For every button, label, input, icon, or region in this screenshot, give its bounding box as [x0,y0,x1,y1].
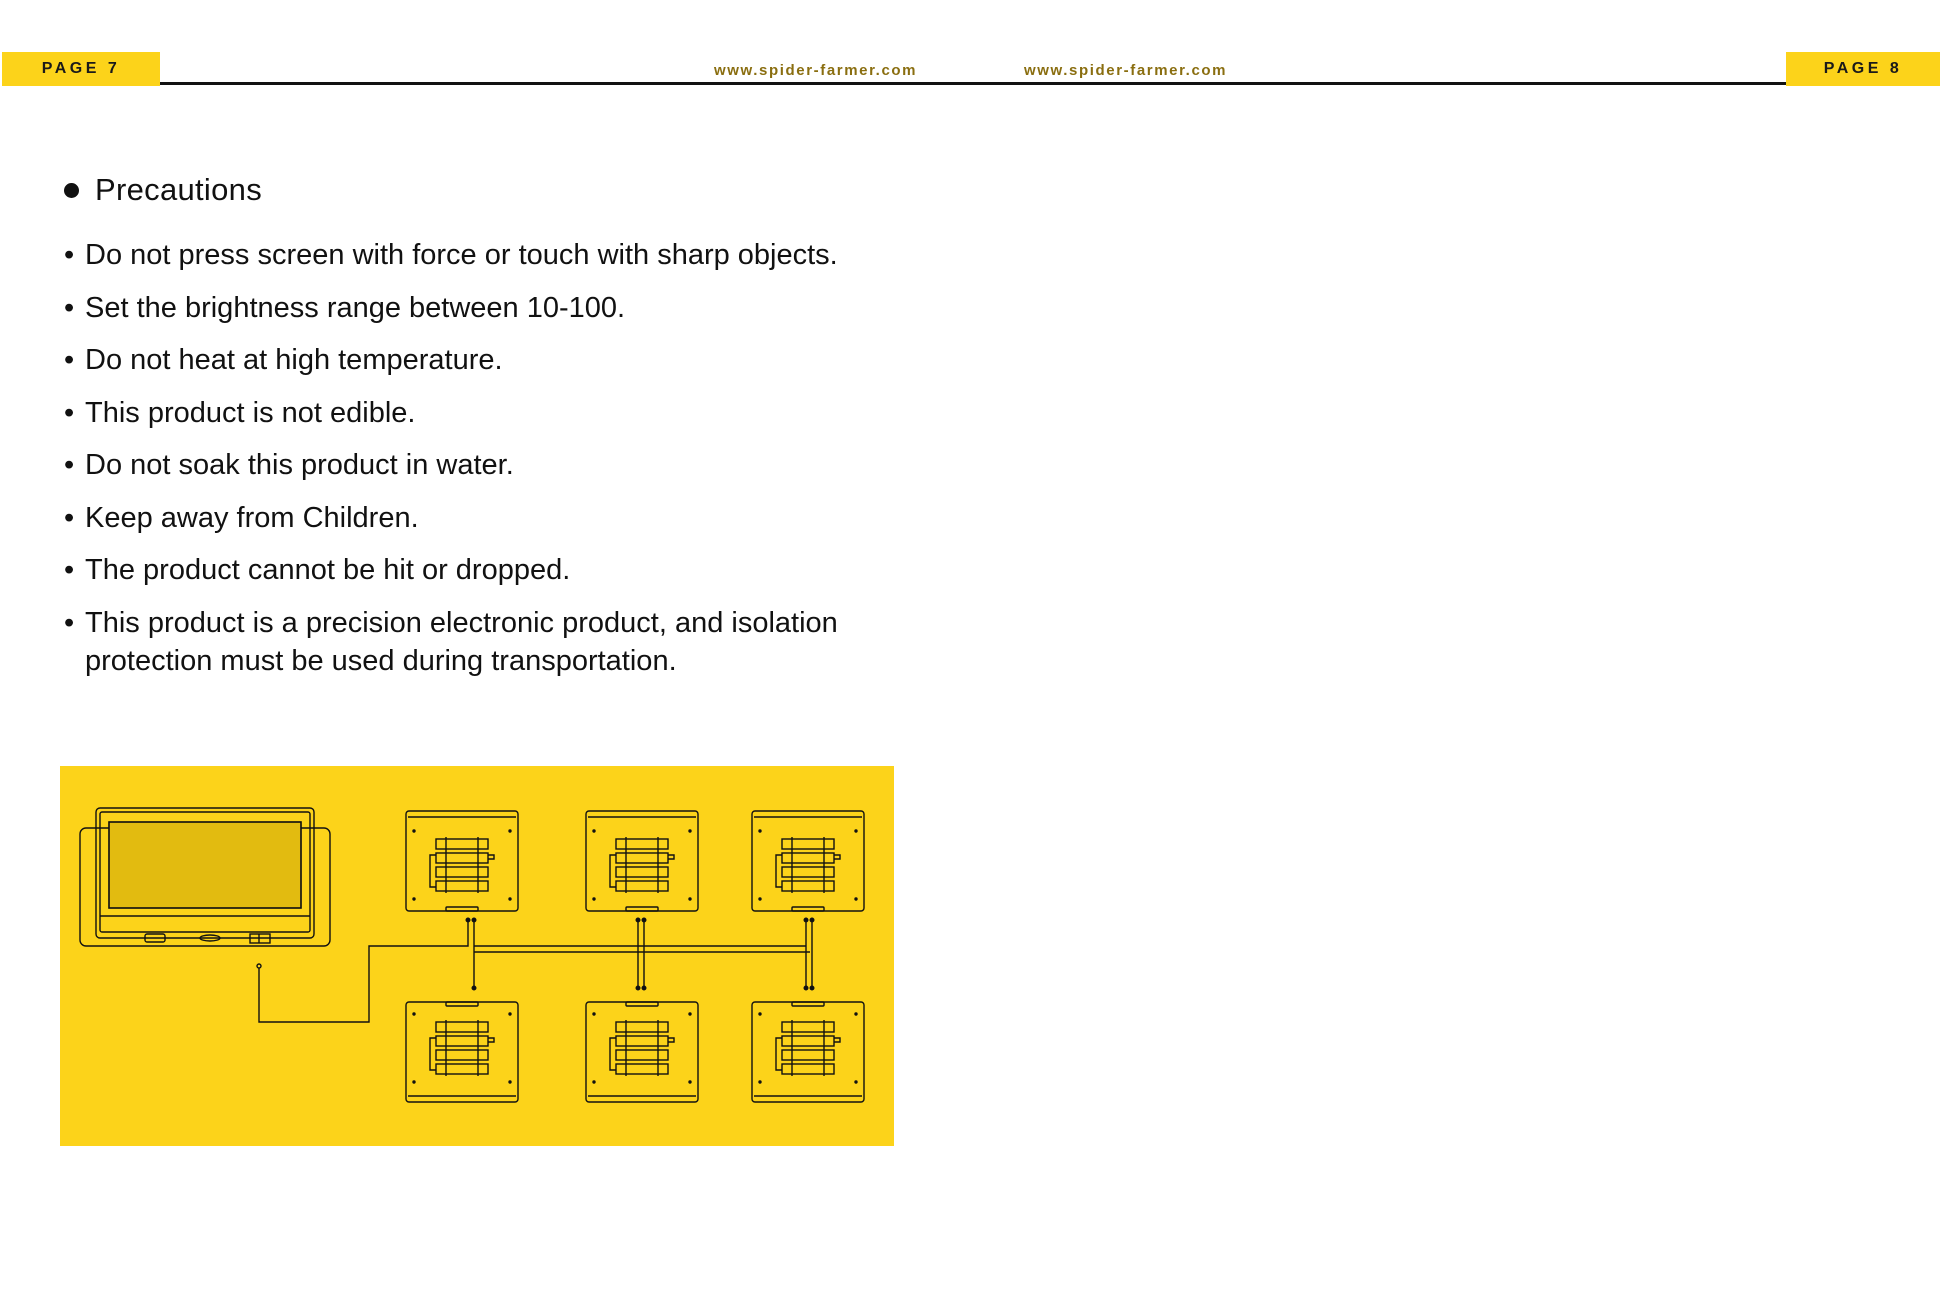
precaution-item: • This product is a precision electronic product, and isolation protection must be used during transportation. [64,604,865,680]
connection-cables [257,918,814,1022]
precaution-item: • Keep away from Children. [64,499,924,537]
section-title-text: Precautions [95,172,263,207]
grow-light-icon [586,811,698,911]
grow-light-icon [406,811,518,911]
grow-light-icon [406,1002,518,1102]
controller-device-icon [80,808,330,946]
header-divider [160,82,1786,85]
precaution-item: • This product is not edible. [64,394,924,432]
website-url-left: www.spider-farmer.com [714,62,918,79]
grow-light-icon [586,1002,698,1102]
precaution-item: • Do not press screen with force or touch with sharp objects. [64,236,924,274]
precaution-item: • The product cannot be hit or dropped. [64,551,924,589]
grow-light-icon [752,811,864,911]
page-number-left: PAGE 7 [2,52,160,86]
precaution-item: • Set the brightness range between 10-100. [64,289,924,327]
grow-light-icon [752,1002,864,1102]
precautions-list [64,236,924,694]
website-url-right: www.spider-farmer.com [1024,62,1228,79]
precaution-item: • Do not soak this product in water. [64,446,924,484]
bullet-dot-icon [64,183,79,198]
section-heading [64,172,262,208]
connection-diagram [60,766,894,1146]
page-number-right: PAGE 8 [1786,52,1940,86]
precaution-item: • Do not heat at high temperature. [64,341,924,379]
